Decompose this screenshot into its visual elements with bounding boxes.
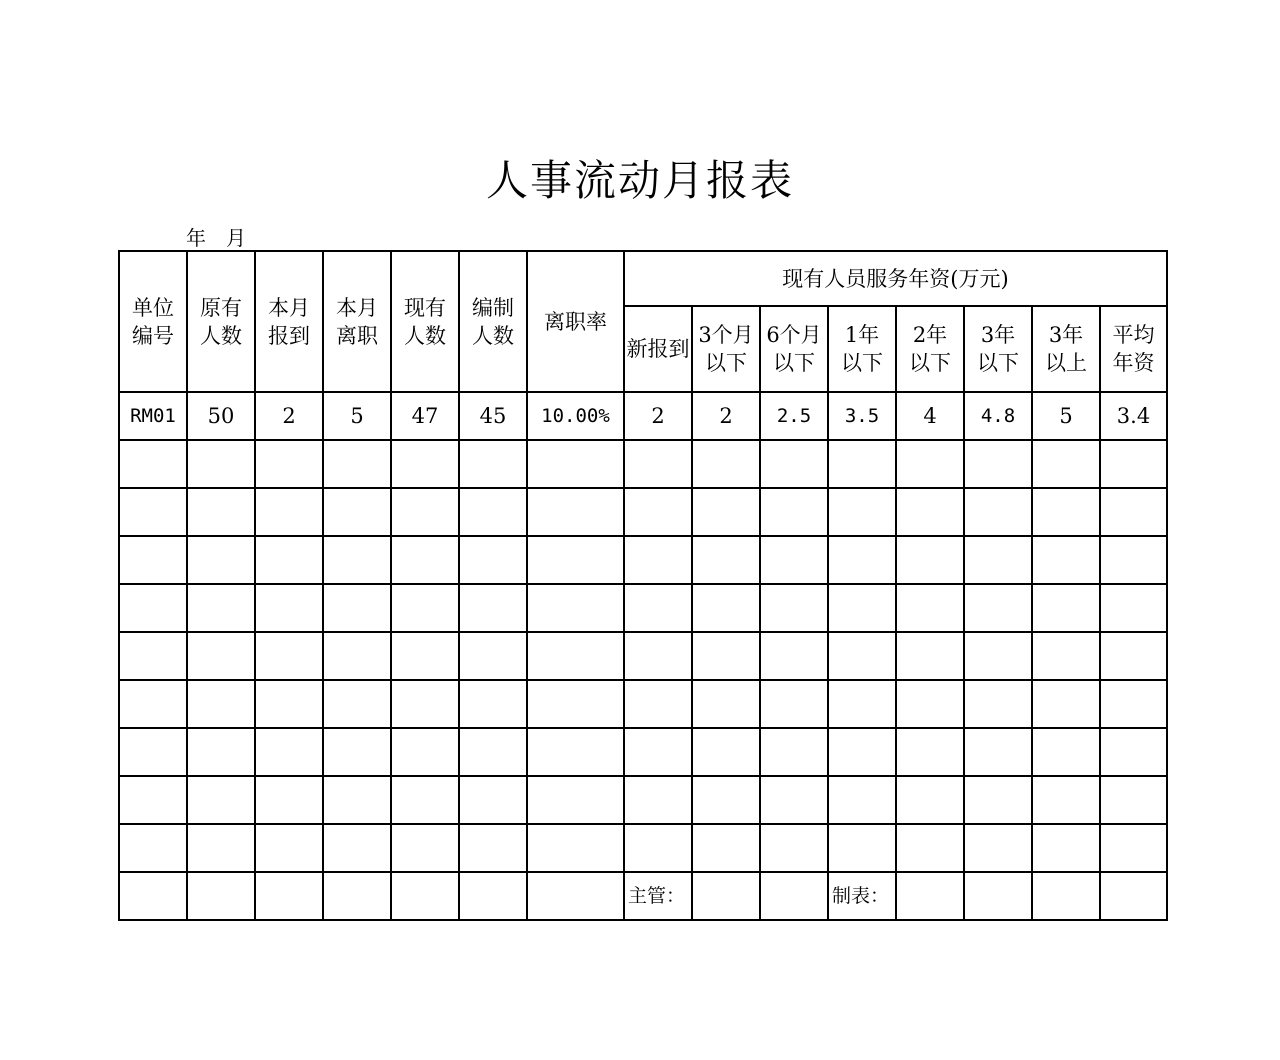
table-cell[interactable]: 5 [323, 392, 391, 440]
table-cell[interactable] [459, 632, 527, 680]
table-cell[interactable] [323, 584, 391, 632]
header-over-3-years: 3年 以上 [1032, 306, 1100, 392]
table-cell[interactable] [964, 632, 1032, 680]
table-cell[interactable] [964, 872, 1032, 920]
table-cell[interactable] [323, 632, 391, 680]
table-cell[interactable]: 45 [459, 392, 527, 440]
table-cell[interactable] [896, 440, 964, 488]
table-cell[interactable] [119, 536, 187, 584]
table-cell[interactable] [255, 488, 323, 536]
table-cell[interactable] [896, 776, 964, 824]
table-row-empty [119, 536, 1167, 584]
table-cell[interactable] [964, 488, 1032, 536]
table-cell[interactable] [119, 584, 187, 632]
table-cell[interactable] [760, 680, 828, 728]
table-cell[interactable] [1032, 872, 1100, 920]
table-cell[interactable] [187, 440, 255, 488]
table-cell[interactable] [964, 440, 1032, 488]
table-cell[interactable] [323, 776, 391, 824]
table-cell[interactable]: 3.5 [828, 392, 896, 440]
table-cell[interactable] [323, 824, 391, 872]
table-cell[interactable] [187, 536, 255, 584]
table-cell[interactable] [187, 584, 255, 632]
table-cell[interactable] [760, 728, 828, 776]
supervisor-label: 主管： [624, 872, 692, 920]
table-cell[interactable] [119, 776, 187, 824]
table-cell[interactable] [692, 488, 760, 536]
table-cell[interactable] [760, 632, 828, 680]
table-cell[interactable] [1032, 584, 1100, 632]
table-cell[interactable] [391, 536, 459, 584]
header-quota-count: 编制 人数 [459, 251, 527, 392]
table-cell[interactable] [1100, 536, 1167, 584]
table-row-empty [119, 632, 1167, 680]
table-cell[interactable] [255, 680, 323, 728]
table-cell[interactable] [760, 536, 828, 584]
table-cell[interactable] [391, 824, 459, 872]
table-row [119, 392, 1167, 440]
table-row-empty [119, 680, 1167, 728]
header-original-count: 原有 人数 [187, 251, 255, 392]
table-cell[interactable] [527, 488, 624, 536]
supervisor-signature-cell[interactable] [692, 872, 760, 920]
header-under-3-years: 3年 以下 [964, 306, 1032, 392]
preparer-label: 制表： [828, 872, 896, 920]
table-cell[interactable] [255, 584, 323, 632]
table-cell[interactable] [391, 584, 459, 632]
table-cell[interactable] [1032, 632, 1100, 680]
table-cell[interactable] [760, 440, 828, 488]
table-cell[interactable]: 50 [187, 392, 255, 440]
table-cell[interactable] [964, 584, 1032, 632]
table-cell[interactable] [527, 632, 624, 680]
table-cell[interactable]: 4.8 [964, 392, 1032, 440]
table-cell[interactable] [964, 776, 1032, 824]
table-cell[interactable]: 2 [255, 392, 323, 440]
table-cell[interactable] [828, 728, 896, 776]
table-cell[interactable] [1032, 680, 1100, 728]
table-cell[interactable] [964, 824, 1032, 872]
table-cell[interactable]: 10.00% [527, 392, 624, 440]
header-row-top [119, 251, 1167, 306]
table-cell[interactable] [1100, 776, 1167, 824]
table-cell[interactable] [896, 632, 964, 680]
table-row-empty [119, 440, 1167, 488]
table-row-empty [119, 824, 1167, 872]
table-cell[interactable] [187, 872, 255, 920]
table-cell[interactable] [391, 440, 459, 488]
table-cell[interactable] [896, 536, 964, 584]
table-cell[interactable] [1100, 680, 1167, 728]
table-cell[interactable]: 4 [896, 392, 964, 440]
table-cell[interactable] [828, 440, 896, 488]
table-cell[interactable] [119, 872, 187, 920]
table-cell[interactable] [391, 776, 459, 824]
table-cell[interactable] [187, 632, 255, 680]
year-month-label: 年 月 [186, 226, 246, 250]
table-cell[interactable] [964, 728, 1032, 776]
table-cell[interactable] [187, 488, 255, 536]
table-cell[interactable] [760, 488, 828, 536]
table-cell[interactable] [391, 632, 459, 680]
table-cell[interactable] [624, 536, 692, 584]
table-cell[interactable] [119, 440, 187, 488]
table-cell[interactable] [527, 728, 624, 776]
header-under-6-months: 6个月 以下 [760, 306, 828, 392]
table-cell[interactable] [1100, 872, 1167, 920]
table-cell[interactable] [187, 728, 255, 776]
header-reported-this-month: 本月 报到 [255, 251, 323, 392]
table-row-empty [119, 488, 1167, 536]
table-cell[interactable]: 2 [624, 392, 692, 440]
table-cell[interactable] [760, 872, 828, 920]
table-cell[interactable] [323, 440, 391, 488]
table-cell[interactable] [624, 632, 692, 680]
table-cell[interactable] [624, 776, 692, 824]
table-cell[interactable] [459, 536, 527, 584]
table-cell[interactable] [692, 776, 760, 824]
table-cell[interactable] [1100, 440, 1167, 488]
table-cell[interactable] [527, 584, 624, 632]
table-cell[interactable] [624, 728, 692, 776]
preparer-signature-cell[interactable] [896, 872, 964, 920]
table-row-empty [119, 728, 1167, 776]
table-cell[interactable]: 2 [692, 392, 760, 440]
table-cell[interactable] [692, 632, 760, 680]
table-cell[interactable] [459, 680, 527, 728]
table-cell[interactable] [1032, 536, 1100, 584]
table-cell[interactable] [1100, 728, 1167, 776]
table-cell[interactable] [527, 824, 624, 872]
table-cell[interactable] [1032, 776, 1100, 824]
header-under-3-months: 3个月 以下 [692, 306, 760, 392]
table-cell[interactable] [1100, 824, 1167, 872]
table-cell[interactable] [255, 632, 323, 680]
table-cell[interactable] [391, 872, 459, 920]
table-cell[interactable] [255, 728, 323, 776]
table-cell[interactable] [1032, 488, 1100, 536]
table-cell[interactable] [459, 728, 527, 776]
table-cell[interactable] [692, 680, 760, 728]
table-cell[interactable] [1032, 824, 1100, 872]
table-cell[interactable]: 3.4 [1100, 392, 1167, 440]
table-cell[interactable] [459, 440, 527, 488]
table-cell[interactable]: RM01 [119, 392, 187, 440]
table-cell[interactable] [828, 824, 896, 872]
table-cell[interactable] [391, 680, 459, 728]
table-cell[interactable] [760, 776, 828, 824]
table-cell[interactable] [119, 488, 187, 536]
table-cell[interactable] [459, 584, 527, 632]
table-cell[interactable] [828, 632, 896, 680]
table-cell[interactable] [964, 680, 1032, 728]
table-cell[interactable] [828, 776, 896, 824]
table-cell[interactable] [964, 536, 1032, 584]
table-cell[interactable] [255, 824, 323, 872]
table-cell[interactable] [624, 584, 692, 632]
table-cell[interactable] [828, 536, 896, 584]
table-cell[interactable] [760, 824, 828, 872]
table-cell[interactable] [187, 680, 255, 728]
table-cell[interactable] [255, 536, 323, 584]
table-cell[interactable] [1032, 728, 1100, 776]
table-cell[interactable] [119, 824, 187, 872]
table-cell[interactable] [323, 872, 391, 920]
table-cell[interactable] [323, 488, 391, 536]
table-cell[interactable] [692, 824, 760, 872]
table-cell[interactable]: 5 [1032, 392, 1100, 440]
header-turnover-rate: 离职率 [527, 251, 624, 392]
table-cell[interactable] [391, 728, 459, 776]
table-cell[interactable] [119, 728, 187, 776]
header-current-count: 现有 人数 [391, 251, 459, 392]
header-average-seniority: 平均 年资 [1100, 306, 1167, 392]
table-cell[interactable] [896, 680, 964, 728]
header-unit-code: 单位 编号 [119, 251, 187, 392]
report-table [118, 250, 1168, 921]
table-cell[interactable]: 2.5 [760, 392, 828, 440]
header-under-2-years: 2年 以下 [896, 306, 964, 392]
table-cell[interactable] [187, 776, 255, 824]
table-cell[interactable] [459, 872, 527, 920]
table-cell[interactable] [624, 824, 692, 872]
table-cell[interactable] [624, 440, 692, 488]
table-cell[interactable] [255, 776, 323, 824]
table-cell[interactable] [459, 488, 527, 536]
table-cell[interactable]: 47 [391, 392, 459, 440]
table-cell[interactable] [187, 824, 255, 872]
table-cell[interactable] [527, 872, 624, 920]
table-cell[interactable] [119, 632, 187, 680]
table-cell[interactable] [828, 488, 896, 536]
table-cell[interactable] [323, 728, 391, 776]
table-cell[interactable] [896, 728, 964, 776]
table-cell[interactable] [896, 824, 964, 872]
table-cell[interactable] [459, 824, 527, 872]
table-cell[interactable] [459, 776, 527, 824]
page-title: 人事流动月报表 [485, 156, 794, 205]
table-cell[interactable] [692, 440, 760, 488]
table-cell[interactable] [896, 488, 964, 536]
table-cell[interactable] [527, 536, 624, 584]
table-cell[interactable] [828, 680, 896, 728]
table-cell[interactable] [828, 584, 896, 632]
table-cell[interactable] [255, 872, 323, 920]
table-cell[interactable] [1032, 440, 1100, 488]
table-cell[interactable] [624, 680, 692, 728]
table-cell[interactable] [391, 488, 459, 536]
header-service-years-group: 现有人员服务年资(万元) [624, 251, 1167, 306]
table-cell[interactable] [896, 584, 964, 632]
footer-row [119, 872, 1167, 920]
table-cell[interactable] [527, 776, 624, 824]
header-left-this-month: 本月 离职 [323, 251, 391, 392]
table-cell[interactable] [1100, 584, 1167, 632]
table-cell[interactable] [692, 728, 760, 776]
header-under-1-year: 1年 以下 [828, 306, 896, 392]
table-cell[interactable] [527, 680, 624, 728]
table-cell[interactable] [1100, 632, 1167, 680]
table-row-empty [119, 584, 1167, 632]
table-cell[interactable] [119, 680, 187, 728]
table-cell[interactable] [323, 536, 391, 584]
table-cell[interactable] [624, 488, 692, 536]
table-row-empty [119, 776, 1167, 824]
table-cell[interactable] [1100, 488, 1167, 536]
table-cell[interactable] [692, 536, 760, 584]
table-cell[interactable] [527, 440, 624, 488]
table-cell[interactable] [692, 584, 760, 632]
table-cell[interactable] [255, 440, 323, 488]
table-cell[interactable] [760, 584, 828, 632]
table-cell[interactable] [323, 680, 391, 728]
header-new-reported: 新报到 [624, 306, 692, 392]
